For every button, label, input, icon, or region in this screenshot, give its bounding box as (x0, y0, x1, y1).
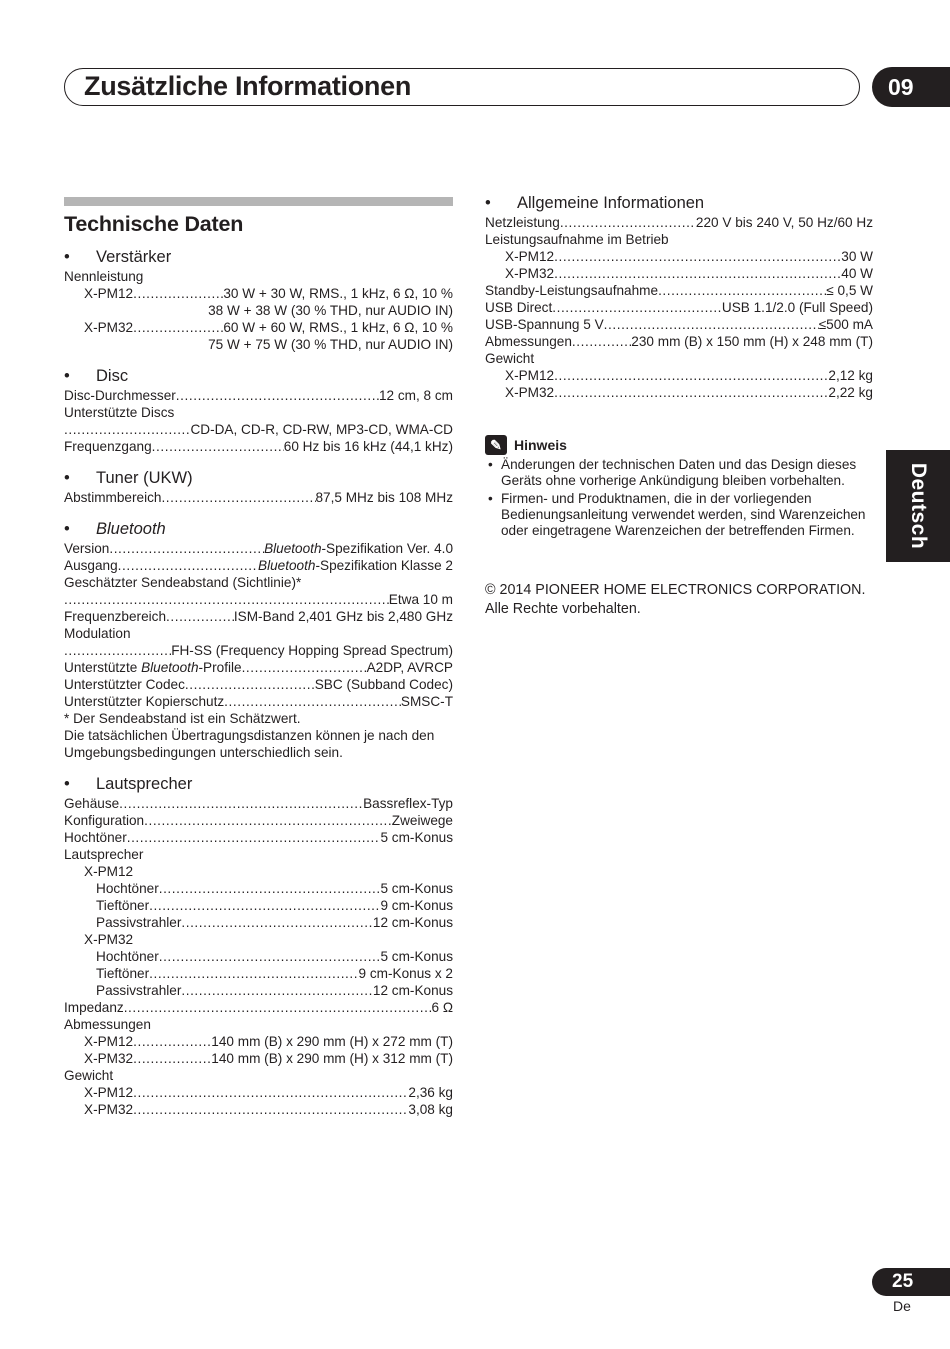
note-item: • Änderungen der technischen Daten und das Design dieses Geräts ohne vorherige Ankündigung bleiben vorbehalten. (488, 457, 857, 488)
spec-row: X-PM12 . . . 140 mm (B) x 290 mm (H) x 272 mm (T) (64, 1033, 453, 1050)
pencil-note-icon: ✎ (485, 435, 507, 455)
spec-row: Ausgang . . . Bluetooth-Spezifikation Klasse 2 (64, 557, 453, 574)
spec-label: Geschätzter Sendeabstand (Sichtlinie)* (64, 575, 302, 590)
spec-row: Impedanz . . . 6 Ω (64, 999, 453, 1016)
subheading-disc: • Disc (64, 367, 129, 385)
subheading-tuner: • Tuner (UKW) (64, 469, 193, 487)
spec-continuation: 38 W + 38 W (30 % THD, nur AUDIO IN) (208, 303, 453, 318)
spec-label: X-PM32 (84, 932, 134, 947)
spec-row: Gehäuse . . . Bassreflex-Typ (64, 795, 453, 812)
spec-label: Unterstützte Discs (64, 405, 175, 420)
spec-row: Unterstützter Kopierschutz . . . SMSC-T (64, 693, 453, 710)
section-title: Technische Daten (64, 212, 244, 236)
spec-row: USB-Spannung 5 V . . . ≤500 mA (485, 316, 873, 333)
subheading-lautsprecher: • Lautsprecher (64, 775, 193, 793)
footnote: * Der Sendeabstand ist ein Schätzwert. (64, 711, 301, 726)
spec-row: Hochtöner . . . 5 cm-Konus (64, 880, 453, 897)
spec-row: Unterstützte Bluetooth-Profile . . . A2DP, AVRCP (64, 659, 453, 676)
copyright: © 2014 PIONEER HOME ELECTRONICS CORPORATION. Alle Rechte vorbehalten. (485, 582, 866, 617)
spec-label: Nennleistung (64, 269, 144, 284)
page-title: Zusätzliche Informationen (84, 71, 412, 101)
spec-row: X-PM32 . . . 40 W (485, 265, 873, 282)
spec-row: Passivstrahler . . . 12 cm-Konus (64, 982, 453, 999)
language-side-tab (886, 450, 950, 562)
spec-label: Gewicht (64, 1068, 114, 1083)
spec-row: Unterstützter Codec . . . SBC (Subband Codec) (64, 676, 453, 693)
spec-row: Hochtöner . . . 5 cm-Konus (64, 829, 453, 846)
hinweis-heading: ✎ Hinweis (485, 435, 873, 455)
right-column (485, 192, 873, 619)
spec-row: X-PM32 . . . 60 W + 60 W, RMS., 1 kHz, 6 Ω, 10 % (64, 319, 453, 336)
spec-row: Netzleistung . . . 220 V bis 240 V, 50 Hz/60 Hz (485, 214, 873, 231)
spec-row: X-PM32 . . . 140 mm (B) x 290 mm (H) x 312 mm (T) (64, 1050, 453, 1067)
section-bar (64, 197, 453, 206)
spec-row: X-PM32 . . . 3,08 kg (64, 1101, 453, 1118)
spec-label: Abmessungen (64, 1017, 151, 1032)
spec-row: Tieftöner . . . 9 cm-Konus x 2 (64, 965, 453, 982)
spec-label: X-PM12 (84, 864, 134, 879)
spec-row: X-PM12 . . . 30 W (485, 248, 873, 265)
subheading-verstaerker: • Verstärker (64, 248, 172, 266)
spec-row: X-PM32 . . . 2,22 kg (485, 384, 873, 401)
spec-row: X-PM12 . . . 2,36 kg (64, 1084, 453, 1101)
spec-row: Frequenzgang . . . 60 Hz bis 16 kHz (44,1 kHz) (64, 438, 453, 455)
spec-row: Abstimmbereich . . . 87,5 MHz bis 108 MHz (64, 489, 453, 506)
spec-label: Lautsprecher (64, 847, 144, 862)
spec-continuation: 75 W + 75 W (30 % THD, nur AUDIO IN) (208, 337, 453, 352)
spec-row: Version . . . Bluetooth-Spezifikation Ver. 4.0 (64, 540, 453, 557)
spec-row: . . . CD-DA, CD-R, CD-RW, MP3-CD, WMA-CD (64, 421, 453, 438)
spec-label: Leistungsaufnahme im Betrieb (485, 232, 669, 247)
spec-row: Passivstrahler . . . 12 cm-Konus (64, 914, 453, 931)
spec-row: Disc-Durchmesser . . . 12 cm, 8 cm (64, 387, 453, 404)
note-item: • Firmen- und Produktnamen, die in der vorliegenden Bedienungsanleitung verwendet werden, sind Warenzeichen oder eingetragene Warenzeichen der betreffenden Firmen. (488, 491, 866, 538)
spec-row: Abmessungen . . . 230 mm (B) x 150 mm (H) x 248 mm (T) (485, 333, 873, 350)
note-text: Die tatsächlichen Übertragungsdistanzen können je nach den Umgebungsbedingungen unterschiedlich sein. (64, 728, 435, 760)
spec-row: Standby-Leistungsaufnahme . . . ≤ 0,5 W (485, 282, 873, 299)
spec-row: X-PM12 . . . 30 W + 30 W, RMS., 1 kHz, 6 Ω, 10 % (64, 285, 453, 302)
subheading-allgemein: • Allgemeine Informationen (485, 194, 705, 212)
spec-row: . . . Etwa 10 m (64, 591, 453, 608)
language-code: De (893, 1298, 911, 1314)
spec-row: Hochtöner . . . 5 cm-Konus (64, 948, 453, 965)
spec-row: Tieftöner . . . 9 cm-Konus (64, 897, 453, 914)
subheading-bluetooth: • Bluetooth (64, 520, 166, 538)
spec-row: USB Direct . . . USB 1.1/2.0 (Full Speed) (485, 299, 873, 316)
spec-row: . . . FH-SS (Frequency Hopping Spread Spectrum) (64, 642, 453, 659)
spec-label: Modulation (64, 626, 131, 641)
spec-label: Gewicht (485, 351, 535, 366)
left-column (64, 197, 453, 1118)
page-number: 25 (872, 1268, 950, 1296)
language-side-tab-label: Deutsch (907, 462, 930, 550)
spec-row: Konfiguration . . . Zweiwege (64, 812, 453, 829)
spec-row: Frequenzbereich . . . ISM-Band 2,401 GHz bis 2,480 GHz (64, 608, 453, 625)
spec-row: X-PM12 . . . 2,12 kg (485, 367, 873, 384)
chapter-badge: 09 (872, 67, 950, 107)
